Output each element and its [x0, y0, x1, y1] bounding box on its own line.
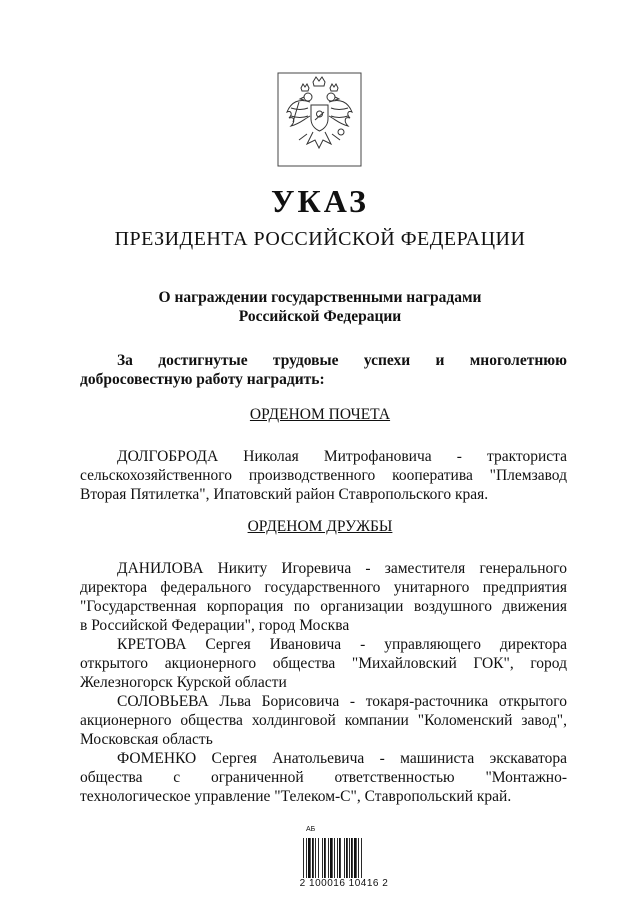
- award-entry: [80, 447, 567, 504]
- barcode-number: 2 100016 10416 2: [299, 878, 389, 889]
- entry-line: Вторая Пятилетка", Ипатовский район Ставропольского края.: [80, 486, 489, 503]
- award-entry: [80, 559, 567, 635]
- entry-line: "Государственная корпорация по организации воздушного движения: [80, 598, 567, 615]
- entry-line: СОЛОВЬЕВА Льва Борисовича - токаря-расточника открытого: [117, 693, 567, 710]
- intro-line: За достигнутые трудовые успехи и многолетнюю: [117, 352, 567, 369]
- document-title: УКАЗ: [271, 183, 369, 219]
- entry-line: ДОЛГОБРОДА Николая Митрофановича - тракториста: [117, 448, 567, 465]
- entry-line: Железногорск Курской области: [80, 674, 287, 691]
- entry-line: КРЕТОВА Сергея Ивановича - управляющего директора: [117, 636, 567, 653]
- barcode-mark: АБ: [306, 826, 316, 833]
- entry-line: Московская область: [80, 731, 213, 748]
- entry-line: директора федерального государственного унитарного предприятия: [80, 579, 567, 596]
- barcode: [302, 838, 382, 878]
- entry-line: ДАНИЛОВА Никиту Игоревича - заместителя генерального: [117, 560, 567, 577]
- intro-paragraph: [80, 351, 567, 389]
- order-title: ОРДЕНОМ ДРУЖБЫ: [247, 518, 393, 535]
- award-entry: [80, 749, 567, 806]
- entry-line: общества с ограниченной ответственностью "Монтажно-: [80, 769, 567, 786]
- order-title: ОРДЕНОМ ПОЧЕТА: [249, 406, 391, 423]
- award-entry: [80, 692, 567, 749]
- entry-line: сельскохозяйственного производственного кооператива "Племзавод: [80, 467, 567, 484]
- decree-heading: [0, 288, 640, 326]
- entry-line: акционерного общества холдинговой компании "Коломенский завод",: [80, 712, 567, 729]
- entry-line: ФОМЕНКО Сергея Анатольевича - машиниста экскаватора: [117, 750, 567, 767]
- entry-line: в Российской Федерации", город Москва: [80, 617, 350, 634]
- intro-line: добросовестную работу наградить:: [80, 371, 325, 388]
- coat-of-arms-emblem: [277, 72, 362, 167]
- document-subtitle: ПРЕЗИДЕНТА РОССИЙСКОЙ ФЕДЕРАЦИИ: [114, 228, 526, 250]
- decree-heading-line: Российской Федерации: [238, 308, 402, 325]
- entry-line: открытого акционерного общества "Михайловский ГОК", город: [80, 655, 567, 672]
- award-entry: [80, 635, 567, 692]
- entry-line: технологическое управление "Телеком-С", Ставропольский край.: [80, 788, 512, 805]
- decree-heading-line: О награждении государственными наградами: [158, 289, 482, 306]
